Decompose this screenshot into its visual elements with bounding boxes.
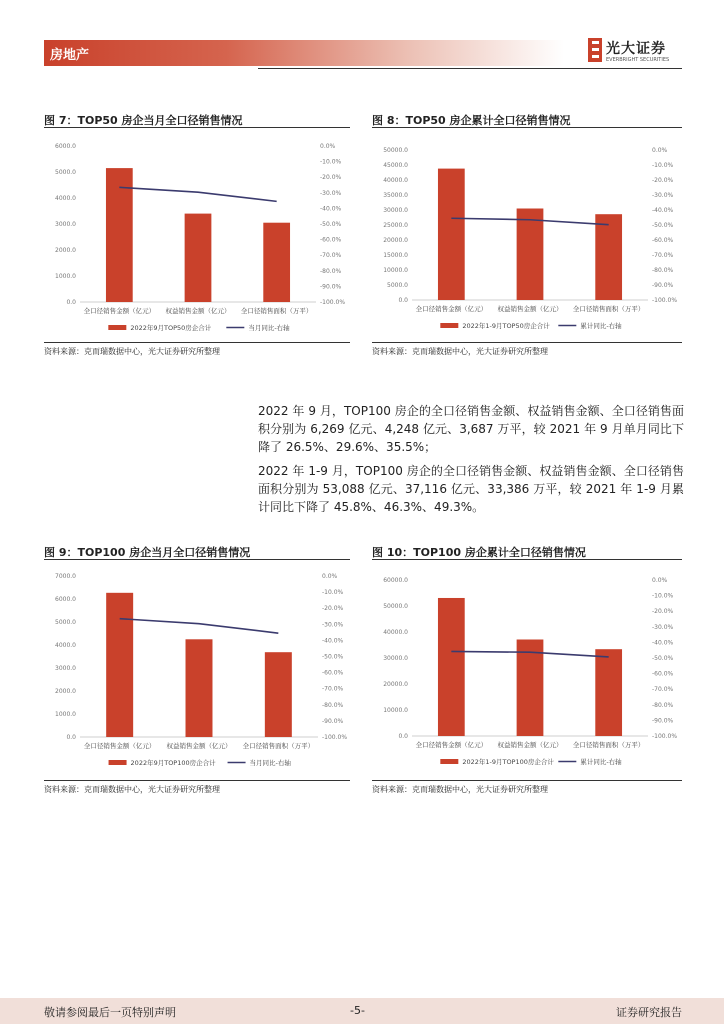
- y-left-tick-label: 20000.0: [383, 681, 408, 688]
- bar: [186, 639, 213, 737]
- y-right-tick-label: -30.0%: [320, 189, 342, 197]
- footer-report-type: 证券研究报告: [616, 1006, 682, 1019]
- y-right-tick-label: -10.0%: [652, 162, 674, 169]
- y-left-tick-label: 3000.0: [55, 221, 76, 228]
- y-left-tick-label: 50000.0: [383, 603, 408, 610]
- chart-svg: [44, 136, 350, 340]
- figure-7-source: 资料来源：克而瑞数据中心，光大证券研究所整理: [44, 347, 220, 356]
- figure-10-title: 图 10：TOP100 房企累计全口径销售情况: [372, 546, 586, 559]
- bar: [517, 639, 544, 736]
- legend-label-bar: 2022年9月TOP100房企合计: [130, 759, 216, 767]
- y-left-tick-label: 0.0: [398, 733, 408, 740]
- y-left-tick-label: 20000.0: [383, 237, 408, 244]
- y-left-tick-label: 2000.0: [55, 688, 76, 695]
- chart-svg: [372, 566, 682, 776]
- y-right-tick-label: -70.0%: [322, 685, 344, 693]
- legend-label-line: 累计同比-右轴: [580, 322, 622, 330]
- category-label: 权益销售金额（亿元）: [165, 307, 231, 315]
- figure-8-title: 图 8：TOP50 房企累计全口径销售情况: [372, 114, 571, 127]
- figure-10-title-rule: [372, 559, 682, 560]
- y-right-tick-label: -90.0%: [320, 283, 342, 291]
- y-right-tick-label: -10.0%: [652, 592, 674, 600]
- y-right-tick-label: -10.0%: [322, 589, 344, 597]
- y-right-tick-label: -90.0%: [652, 282, 674, 289]
- y-right-tick-label: -30.0%: [322, 621, 344, 629]
- y-right-tick-label: -10.0%: [320, 158, 342, 166]
- y-right-tick-label: -70.0%: [652, 686, 674, 694]
- legend-swatch-bar: [440, 323, 458, 328]
- category-label: 权益销售金额（亿元）: [166, 742, 232, 750]
- bar: [263, 223, 290, 302]
- category-label: 全口径销售面积（万平）: [572, 305, 645, 313]
- y-left-tick-label: 0.0: [66, 299, 76, 306]
- figure-10-chart: [372, 566, 682, 776]
- y-right-tick-label: -50.0%: [652, 222, 674, 229]
- y-right-tick-label: 0.0%: [652, 147, 668, 154]
- y-right-tick-label: -40.0%: [322, 637, 344, 645]
- figure-7-title: 图 7：TOP50 房企当月全口径销售情况: [44, 114, 243, 127]
- y-left-tick-label: 30000.0: [383, 655, 408, 662]
- y-right-tick-label: -40.0%: [652, 207, 674, 214]
- body-paragraph-2: 2022 年 1-9 月，TOP100 房企的全口径销售金额、权益销售金额、全口径销售面积分别为 53,088 亿元、37,116 亿元、33,386 万平，较 2021 年 1-9 月累计同比下降了 45.8%、46.3%、49.3%。: [258, 464, 684, 514]
- category-label: 全口径销售面积（万平）: [240, 307, 313, 315]
- figure-8-title-rule: [372, 127, 682, 128]
- y-left-tick-label: 4000.0: [55, 195, 76, 202]
- y-left-tick-label: 45000.0: [383, 162, 408, 169]
- figure-8-chart: [372, 136, 682, 340]
- y-left-tick-label: 5000.0: [55, 169, 76, 176]
- category-label: 权益销售金额（亿元）: [497, 741, 563, 749]
- y-left-tick-label: 4000.0: [55, 642, 76, 649]
- y-right-tick-label: 0.0%: [652, 577, 668, 584]
- bar: [185, 214, 212, 302]
- logo-text-en: EVERBRIGHT SECURITIES: [606, 57, 670, 63]
- y-left-tick-label: 0.0: [398, 297, 408, 304]
- y-right-tick-label: -20.0%: [322, 605, 344, 613]
- y-right-tick-label: -100.0%: [322, 734, 348, 741]
- y-right-tick-label: -80.0%: [322, 701, 344, 709]
- y-left-tick-label: 3000.0: [55, 665, 76, 672]
- figure-8-source: 资料来源：克而瑞数据中心，光大证券研究所整理: [372, 347, 548, 356]
- legend-swatch-bar: [108, 325, 126, 330]
- y-right-tick-label: -80.0%: [652, 267, 674, 274]
- bar: [265, 652, 292, 737]
- y-right-tick-label: -50.0%: [320, 221, 342, 228]
- bar: [106, 593, 133, 737]
- y-left-tick-label: 10000.0: [383, 267, 408, 274]
- yoy-line: [119, 187, 276, 201]
- y-left-tick-label: 5000.0: [387, 282, 408, 289]
- y-left-tick-label: 6000.0: [55, 596, 76, 603]
- bar: [595, 214, 622, 300]
- y-right-tick-label: -100.0%: [652, 733, 678, 740]
- legend-label-line: 当月同比-右轴: [248, 324, 290, 332]
- y-left-tick-label: 7000.0: [55, 573, 76, 580]
- y-right-tick-label: -80.0%: [320, 267, 342, 275]
- y-right-tick-label: -100.0%: [652, 297, 678, 304]
- y-right-tick-label: -20.0%: [320, 174, 342, 182]
- y-right-tick-label: -70.0%: [652, 252, 674, 259]
- y-left-tick-label: 1000.0: [55, 711, 76, 718]
- y-left-tick-label: 40000.0: [383, 629, 408, 636]
- section-title: 房地产: [50, 48, 90, 63]
- y-left-tick-label: 5000.0: [55, 619, 76, 626]
- y-left-tick-label: 2000.0: [55, 247, 76, 254]
- legend-label-bar: 2022年1-9月TOP50房企合计: [462, 322, 550, 330]
- y-right-tick-label: -60.0%: [320, 236, 342, 244]
- y-right-tick-label: -40.0%: [320, 205, 342, 213]
- yoy-line: [120, 619, 279, 633]
- y-left-tick-label: 50000.0: [383, 147, 408, 154]
- legend-label-bar: 2022年1-9月TOP100房企合计: [462, 758, 554, 766]
- category-label: 权益销售金额（亿元）: [497, 305, 563, 313]
- y-left-tick-label: 40000.0: [383, 177, 408, 184]
- legend-label-line: 累计同比-右轴: [580, 758, 622, 766]
- legend-swatch-bar: [440, 759, 458, 764]
- y-right-tick-label: -40.0%: [652, 639, 674, 647]
- bar: [438, 169, 465, 300]
- y-right-tick-label: 0.0%: [322, 573, 338, 580]
- category-label: 全口径销售金额（亿元）: [415, 305, 488, 313]
- y-right-tick-label: -30.0%: [652, 192, 674, 199]
- figure-8-bottom-rule: [372, 342, 682, 343]
- y-right-tick-label: -80.0%: [652, 701, 674, 709]
- header-divider: [258, 68, 682, 69]
- figure-9-title-rule: [44, 559, 350, 560]
- figure-9-chart: [44, 566, 350, 776]
- figure-9-title: 图 9：TOP100 房企当月全口径销售情况: [44, 546, 251, 559]
- logo-text-cn: 光大证券: [606, 41, 666, 57]
- y-right-tick-label: -20.0%: [652, 177, 674, 184]
- legend-label-line: 当月同比-右轴: [249, 759, 291, 767]
- figure-9-source: 资料来源：克而瑞数据中心，光大证券研究所整理: [44, 785, 220, 794]
- y-left-tick-label: 1000.0: [55, 273, 76, 280]
- chart-svg: [372, 136, 682, 340]
- y-left-tick-label: 0.0: [66, 734, 76, 741]
- y-left-tick-label: 10000.0: [383, 707, 408, 714]
- bar: [517, 209, 544, 301]
- footer-disclaimer: 敬请参阅最后一页特别声明: [44, 1006, 176, 1019]
- y-left-tick-label: 25000.0: [383, 222, 408, 229]
- bar: [595, 649, 622, 736]
- header-bar: [44, 40, 564, 66]
- category-label: 全口径销售金额（亿元）: [83, 742, 156, 750]
- y-right-tick-label: -90.0%: [322, 717, 344, 725]
- figure-7-title-rule: [44, 127, 350, 128]
- category-label: 全口径销售金额（亿元）: [83, 307, 156, 315]
- y-right-tick-label: -20.0%: [652, 608, 674, 616]
- legend-label-bar: 2022年9月TOP50房企合计: [130, 324, 212, 332]
- y-right-tick-label: -100.0%: [320, 299, 346, 306]
- y-right-tick-label: -50.0%: [322, 653, 344, 661]
- figure-10-source: 资料来源：克而瑞数据中心，光大证券研究所整理: [372, 785, 548, 794]
- y-right-tick-label: -60.0%: [322, 669, 344, 677]
- legend-swatch-bar: [109, 760, 127, 765]
- y-right-tick-label: 0.0%: [320, 143, 336, 150]
- category-label: 全口径销售面积（万平）: [242, 742, 315, 750]
- y-right-tick-label: -60.0%: [652, 670, 674, 678]
- company-logo: [588, 38, 684, 66]
- y-right-tick-label: -90.0%: [652, 717, 674, 725]
- figure-10-bottom-rule: [372, 780, 682, 781]
- page-number: -5-: [350, 1004, 365, 1017]
- y-left-tick-label: 30000.0: [383, 207, 408, 214]
- figure-7-bottom-rule: [44, 342, 350, 343]
- y-left-tick-label: 60000.0: [383, 577, 408, 584]
- y-left-tick-label: 6000.0: [55, 143, 76, 150]
- y-right-tick-label: -50.0%: [652, 655, 674, 662]
- figure-7-chart: [44, 136, 350, 340]
- y-left-tick-label: 35000.0: [383, 192, 408, 199]
- logo-mark-icon: [588, 38, 602, 62]
- y-right-tick-label: -30.0%: [652, 623, 674, 631]
- chart-svg: [44, 566, 350, 776]
- y-left-tick-label: 15000.0: [383, 252, 408, 259]
- figure-9-bottom-rule: [44, 780, 350, 781]
- body-paragraph-1: 2022 年 9 月，TOP100 房企的全口径销售金额、权益销售金额、全口径销售面积分别为 6,269 亿元、4,248 亿元、3,687 万平，较 2021 年 9 月单月同比下降了 26.5%、29.6%、35.5%；: [258, 404, 684, 454]
- y-right-tick-label: -70.0%: [320, 252, 342, 260]
- bar: [438, 598, 465, 736]
- category-label: 全口径销售金额（亿元）: [415, 741, 488, 749]
- category-label: 全口径销售面积（万平）: [572, 741, 645, 749]
- y-right-tick-label: -60.0%: [652, 237, 674, 244]
